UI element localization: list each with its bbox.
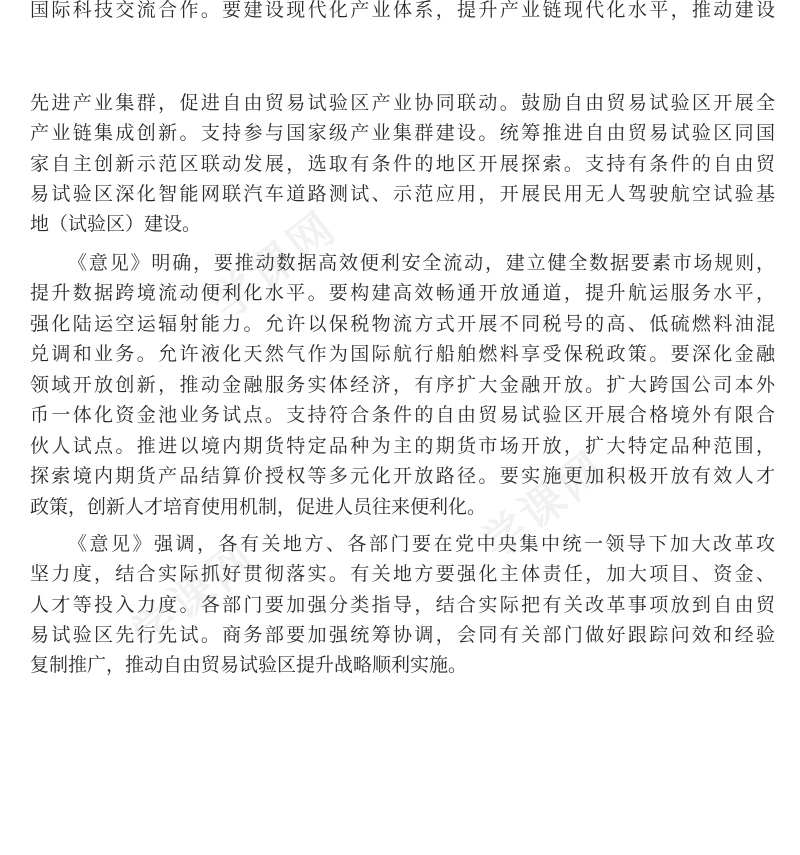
text-line: 易试验区先行先试。商务部要加强统筹协调，会同有关部门做好跟踪问效和经验 xyxy=(30,624,775,646)
text-line: 复制推广，推动自由贸易试验区提升战略顺利实施。 xyxy=(30,654,468,676)
text-line: 兑调和业务。允许液化天然气作为国际航行船舶燃料享受保税政策。要深化金融 xyxy=(30,343,775,365)
text-line: 人才等投入力度。各部门要加强分类指导，结合实际把有关改革事项放到自由贸 xyxy=(30,594,775,616)
text-line: 提升数据跨境流动便利化水平。要构建高效畅通开放通道，提升航运服务水平， xyxy=(30,282,775,304)
text-line: 坚力度，结合实际抓好贯彻落实。有关地方要强化主体责任，加大项目、资金、 xyxy=(30,563,775,585)
text-line: 强化陆运空运辐射能力。允许以保税物流方式开展不同税号的高、低硫燃料油混 xyxy=(30,313,775,335)
text-line: 易试验区深化智能网联汽车道路测试、示范应用，开展民用无人驾驶航空试验基 xyxy=(30,183,775,205)
watermark: 学课网 xyxy=(472,441,618,570)
watermark: 学课网 xyxy=(202,201,348,330)
text-line: 《意见》明确，要推动数据高效便利安全流动，建立健全数据要素市场规则， xyxy=(68,252,775,274)
text-line: 币一体化资金池业务试点。支持符合条件的自由贸易试验区开展合格境外有限合 xyxy=(30,404,775,426)
text-line: 先进产业集群，促进自由贸易试验区产业协同联动。鼓励自由贸易试验区开展全 xyxy=(30,92,775,114)
text-line: 国际科技交流合作。要建设现代化产业体系，提升产业链现代化水平，推动建设 xyxy=(30,0,775,21)
text-line: 伙人试点。推进以境内期货特定品种为主的期货市场开放，扩大特定品种范围， xyxy=(30,435,775,457)
text-line: 政策，创新人才培育使用机制，促进人员往来便利化。 xyxy=(30,496,487,518)
text-line: 地（试验区）建设。 xyxy=(30,213,202,235)
text-line: 《意见》强调，各有关地方、各部门要在党中央集中统一领导下加大改革攻 xyxy=(68,533,775,555)
text-line: 家自主创新示范区联动发展，选取有条件的地区开展探索。支持有条件的自由贸 xyxy=(30,153,775,175)
text-line: 探索境内期货产品结算价授权等多元化开放路径。要实施更加积极开放有效人才 xyxy=(30,465,775,487)
text-line: 产业链集成创新。支持参与国家级产业集群建设。统筹推进自由贸易试验区同国 xyxy=(30,122,775,144)
text-line: 领域开放创新，推动金融服务实体经济，有序扩大金融开放。扩大跨国公司本外 xyxy=(30,374,775,396)
watermark: 学课网 xyxy=(122,531,268,660)
